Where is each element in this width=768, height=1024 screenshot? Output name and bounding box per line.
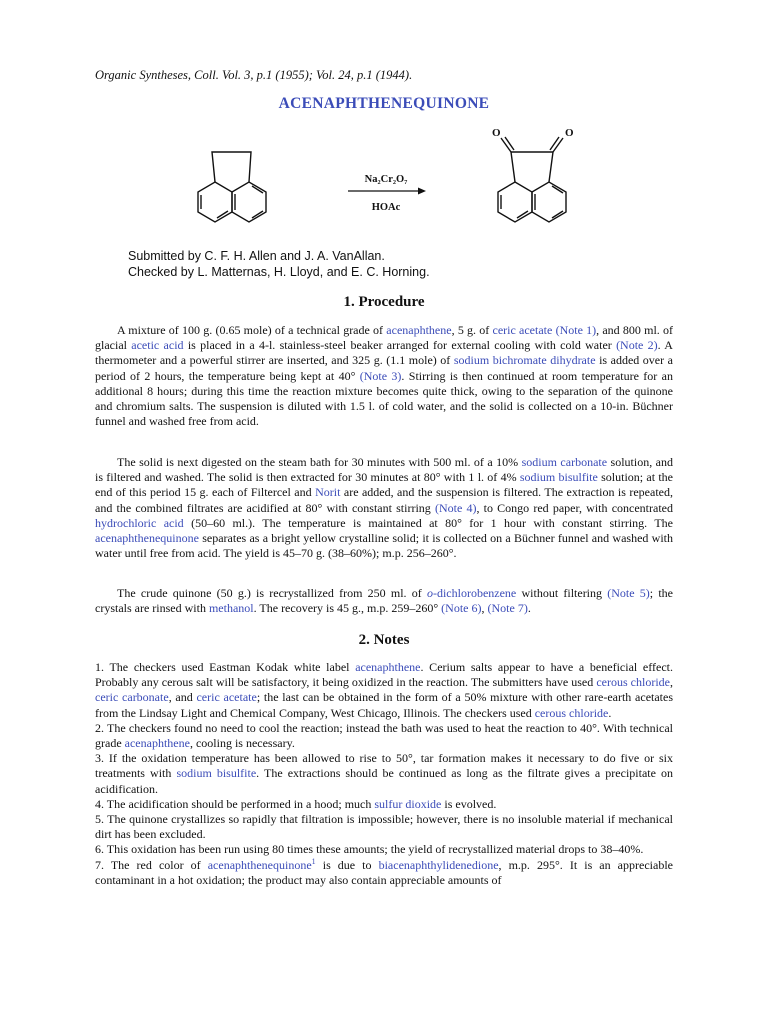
text-run: , m.p. 295°. It is an appreciable contaminant in a hot oxidation; the product may also contain appreciable amounts of [95,857,673,887]
text-run: (50–60 ml.). The temperature is maintained at 80° for 1 hour with constant stirring. The [183,515,673,530]
inline-link[interactable]: cerous chloride [534,705,609,720]
inline-link[interactable]: (Note 5) [607,586,650,600]
reaction-scheme [170,118,610,243]
oxygen-label-right: O [565,127,574,139]
inline-link[interactable]: sulfur dioxide [374,796,442,811]
text-run: is due to [315,857,379,872]
procedure-heading: 1. Procedure [343,294,425,310]
text-run: 7. The red color of [95,857,208,872]
inline-link[interactable]: hydrochloric acid [95,515,184,530]
text-run: 6. This oxidation has been run using 80 times these amounts; the yield of recrystallized material drops to 38–40%. [95,842,644,857]
procedure-paragraph-3 [95,586,673,616]
text-run: solution; at the end of this period 15 g. each of Filtercel and [95,470,674,500]
text-run: . The recovery is 45 g., m.p. 259–260° [253,601,442,616]
text-run: , cooling is necessary. [189,736,295,751]
text-run: ; the crystals are rinsed with [95,586,674,616]
text-run: , and [168,690,197,705]
text-run: is evolved. [441,796,497,811]
inline-link[interactable]: (Note 3) [359,368,402,383]
procedure-paragraph-2 [95,455,673,561]
inline-link[interactable]: methanol [208,601,254,616]
text-run: , and 800 ml. of glacial [95,323,674,353]
inline-link[interactable]: acenaphthene [355,660,421,674]
procedure-paragraph-1 [95,323,673,429]
text-run: is placed in a 4-l. stainless-steel beaker arranged for external cooling with cold water [183,338,617,353]
text-run: . Stirring is then continued at room temperature for an additional 8 hours; during this time the reaction mixture becomes quite thick, owing to the separation of the quinone and chromium salts. The suspension is diluted with 1.5 l. of cold water, and the solid is collected on a 10-in. Büchner funnel and washed free from acid. [95,368,673,429]
inline-link[interactable]: acenaphthene [124,736,190,751]
inline-link[interactable]: sodium bisulfite [176,766,257,781]
note-item [95,721,673,751]
footnote-reference[interactable]: 1 [311,856,316,866]
inline-link[interactable]: ceric acetate [196,690,257,705]
inline-link[interactable]: cerous chloride [596,675,670,690]
inline-link[interactable]: acenaphthene [386,323,452,337]
text-run: solution, and is filtered and washed. The solid is then extracted for 30 minutes at 80° with 1 l. of 4% [95,455,673,485]
oxygen-label-left: O [492,127,501,139]
text-run: . [608,705,612,720]
inline-link[interactable]: (Note 2) [616,338,658,353]
acenaphthene-structure [198,152,266,222]
text-run: The crude quinone (50 g.) is recrystallized from 250 ml. of [117,586,427,600]
inline-link[interactable]: acenaphthenequinone [95,531,199,546]
text-run: 4. The acidification should be performed in a hood; much [95,796,375,811]
text-run: is added over a period of 2 hours, the temperature being kept at 40° [95,353,673,383]
reagent-bottom: HOAc [371,202,401,213]
citation: Organic Syntheses, Coll. Vol. 3, p.1 (1955); Vol. 24, p.1 (1944). [95,68,413,82]
inline-link[interactable]: (Note 1) [555,323,597,337]
inline-link[interactable]: biacenaphthylidenedione [378,857,499,872]
note-item [95,751,673,797]
text-run: ; the last can be obtained in the form of a 50% mixture with other rare-earth acetates from the Lindsay Light and Chemical Company, West Chicago, Illinois. The checkers used [95,690,674,720]
page-title: ACENAPHTHENEQUINONE [278,95,490,112]
reaction-arrow [348,188,426,195]
text-run: without filtering [516,586,608,600]
text-run: . Cerium salts appear to have a beneficial effect. Probably any cerous salt will be satisfactory, it being oxidized in the reaction. The submitters have used [95,660,673,690]
submitted-by: Submitted by C. F. H. Allen and J. A. VanAllan. [128,249,385,263]
note-item [95,858,673,888]
text-run: 1. The checkers used Eastman Kodak white label [95,660,356,674]
text-run: . The extractions should be continued as long as the filtrate gives a precipitate on acidification. [95,766,673,796]
note-item [95,812,673,842]
text-run: , [481,601,488,616]
text-run: A mixture of 100 g. (0.65 mole) of a technical grade of [117,323,387,337]
inline-link[interactable]: acetic acid [131,338,184,353]
inline-link[interactable]: sodium bichromate dihydrate [453,353,596,368]
inline-link[interactable]: o [426,586,433,600]
inline-link[interactable]: (Note 4) [434,500,477,515]
notes-heading: 2. Notes [358,632,410,648]
notes-list [95,660,673,888]
inline-link[interactable]: Norit [315,485,341,500]
inline-link[interactable]: sodium carbonate [521,455,608,469]
text-run: . [527,601,531,616]
text-run: are added, and the suspension is filtered. The extraction is repeated, and the combined filtrates are acidified at 80° with constant stirring [95,485,673,515]
text-run: , [670,675,673,690]
text-run: 2. The checkers found no need to cool the reaction; instead the bath was used to heat the reaction to 40°. With technical grade [95,720,673,751]
inline-link[interactable]: ceric acetate [492,323,553,337]
text-run: 5. The quinone crystallizes so rapidly that filtration is impossible; however, there is no insoluble material if mechanical dirt has been excluded. [95,812,673,842]
inline-link[interactable]: ceric carbonate [95,690,169,705]
note-item [95,842,673,857]
inline-link[interactable]: -dichlorobenzene [432,586,517,600]
inline-link[interactable]: (Note 6) [441,601,482,616]
text-run: , 5 g. of [451,323,493,337]
text-run: 3. If the oxidation temperature has been allowed to rise to 50°, tar formation makes it necessary to do five or six treatments with [95,751,673,781]
text-run: , to Congo red paper, with concentrated [476,500,673,515]
inline-link[interactable]: acenaphthenequinone [207,857,312,872]
acenaphthenequinone-structure [498,137,566,222]
text-run: The solid is next digested on the steam bath for 30 minutes with 500 ml. of a 10% [117,455,522,469]
inline-link[interactable]: sodium bisulfite [519,470,598,485]
reagent-top: Na₂Cr₂O₇ [364,174,408,185]
note-item [95,797,673,812]
inline-link[interactable]: (Note 7) [487,601,528,616]
credits [128,248,430,280]
text-run: . A thermometer and a powerful stirrer are inserted, and 325 g. (1.1 mole) of [95,338,673,368]
note-item [95,660,673,721]
text-run: separates as a bright yellow crystalline solid; it is collected on a Büchner funnel and washed with water until free from acid. The yield is 45–70 g. (38–60%); m.p. 256–260°. [95,531,673,561]
checked-by: Checked by L. Matternas, H. Lloyd, and E. C. Horning. [128,265,430,279]
